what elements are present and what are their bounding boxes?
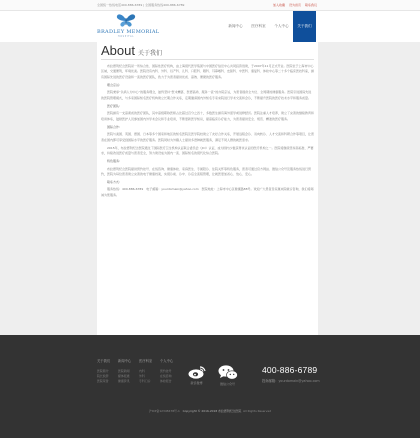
footer-email-value[interactable]: yourdomain@yahoo.com	[278, 379, 320, 383]
nav-item-personal[interactable]: 个人中心	[274, 24, 289, 28]
article-paragraph: 医院秉承“以病人为中心”的服务理念，始终坚持“医术精湛、医德高尚、服务一流”的办院宗旨，为患者提供全方位、全周期的健康服务。医院引进国际先进的医院管理模式，与多家国际知名医疗机构建立长期合作关系，定期邀请国内外知名专家来院进行学术交流和会诊，不断提升医院的医疗技术水平和服务质量。	[101, 90, 312, 100]
footer-link[interactable]: 院长致辞	[97, 374, 109, 378]
footer-phone: 400-886-6789	[262, 365, 318, 375]
nav-item-departments[interactable]: 医疗科室	[251, 24, 266, 28]
top-link-homepage[interactable]: 设为首页	[289, 3, 302, 7]
article-subheading: 联系方式：	[107, 180, 123, 185]
article-paragraph: 医院拥有一支高素质的医疗团队，其中高级职称医师占比超过百分之四十，多数医生拥有海外留学或进修经历。医院注重人才培养，建立了完善的继续教育和培训体系，鼓励医护人员参加国内外学术会议和专业培训，不断更新医学知识，提高临床诊疗能力，为患者提供安全、规范、精准的医疗服务。	[101, 111, 315, 121]
page-title-en: About	[101, 43, 135, 58]
weibo-icon	[188, 365, 206, 379]
article-paragraph: 布拉德利纪念医院提供预约挂号、在线咨询、健康体检、家庭医生、专属陪诊、住院关怀等特色服务，患者可通过官方网站、微信公众号及服务热线进行预约，医院为每位患者建立完善的电子健康档案，实现诊前、诊中、诊后全流程管理，让就医更加省心、放心、安心。	[101, 166, 312, 176]
wechat-icon	[218, 365, 238, 380]
logo[interactable]	[97, 13, 160, 40]
page-title	[101, 43, 162, 59]
social-links	[181, 365, 243, 386]
footer-link[interactable]: 在线咨询	[160, 374, 172, 378]
footer-link[interactable]: 健康资讯	[118, 379, 130, 383]
footer-contact	[262, 365, 320, 383]
copyright	[0, 409, 420, 413]
article-subheading: 理念宗旨：	[107, 82, 123, 87]
site-footer	[0, 335, 420, 438]
site-header	[0, 11, 420, 42]
top-link-bookmark[interactable]: 加入收藏	[273, 3, 286, 7]
hotline-text: 全国统一热线电话400-886-6789 | 全国服务热线400-886-6789	[97, 3, 185, 7]
footer-link[interactable]: 专科门诊	[139, 379, 151, 383]
footer-column	[97, 358, 118, 384]
page-title-cn: 关于我们	[137, 50, 162, 57]
article-paragraph: 布拉德利纪念医院是一所综合性、国际性医疗机构，由上海现代医学集团与中国医疗信息中心共同投资创建，于2007年11月正式开业。医院位于上海市中心区域，交通便利，环境优美。医院设有内科、外科、妇产科、儿科、口腔科、眼科、耳鼻喉科、皮肤科、中医科、康复科、体检中心等二十多个临床医技科室，拥有国际先进的医疗设备和一流的医疗团队，致力于为患者提供优质、高效、便捷的医疗服务。	[101, 64, 315, 79]
footer-email	[262, 378, 320, 383]
rights-text: All Rights Reserved	[243, 409, 272, 413]
nav-item-news[interactable]: 新闻中心	[228, 24, 243, 28]
article-subheading: 医疗团队：	[107, 103, 123, 108]
social-wechat-caption: 微信公众号	[219, 382, 235, 386]
social-weibo-caption: 新浪微博	[190, 381, 203, 385]
footer-link[interactable]: 体检报告	[160, 379, 172, 383]
main-nav	[224, 11, 316, 42]
butterfly-logo-icon	[116, 13, 136, 28]
copyright-text: Copyright © 2016-2018 布拉德利纪念医院	[182, 409, 242, 413]
footer-link[interactable]: 外科	[139, 374, 145, 378]
article-paragraph: 医院与美国、英国、德国、日本等多个国家和地区的知名医院及医学院校建立了友好合作关系，开展远程会诊、双向转诊、人才交流和科研合作等项目，让患者在国内即可享受到国际水平的医疗服务。医院同时为外籍人士提供多语种就医服务，满足不同人群的就医需求。	[101, 132, 315, 142]
footer-column-heading[interactable]: 新闻中心	[118, 359, 132, 363]
icp-number[interactable]: 沪ICP备12345678号-1	[148, 409, 180, 413]
brand-name: BRADLEY MEMORIAL	[97, 29, 160, 35]
nav-item-about[interactable]: 关于我们	[293, 11, 316, 42]
article-subheading: 国际合作：	[107, 124, 123, 129]
footer-link[interactable]: 内科	[139, 369, 145, 373]
footer-column-heading[interactable]: 医疗科室	[139, 359, 153, 363]
footer-column	[139, 358, 160, 384]
footer-link[interactable]: 预约挂号	[160, 369, 172, 373]
social-weibo[interactable]	[181, 365, 212, 386]
main-content	[97, 42, 318, 335]
footer-link[interactable]: 医院简介	[97, 369, 109, 373]
footer-link[interactable]: 医院新闻	[118, 369, 130, 373]
footer-column	[118, 358, 139, 384]
article-paragraph: 2015年，布拉德利纪念医院通过了国际医疗卫生机构认证联合委员会（JCI）认证，成为国内少数获得该认证的医疗机构之一。医院将继续坚持高标准、严要求，持续改进医疗质量与患者安全，努力建设成为国内一流、国际知名的现代化综合医院。	[101, 145, 314, 156]
title-divider	[101, 59, 314, 60]
article-subheading: 特色服务：	[107, 159, 123, 164]
footer-link-columns	[97, 358, 181, 384]
top-bar	[0, 0, 420, 11]
footer-column-heading[interactable]: 个人中心	[160, 359, 174, 363]
social-wechat[interactable]	[212, 365, 243, 386]
article-paragraph: 服务热线：400-886-6789 电子邮箱：yourdomain@yahoo.com 医院地址：上海市中心区健康路88号。欢迎广大患者及家属来院就诊咨询，我们将竭诚为您服务。	[101, 187, 314, 197]
footer-column-heading[interactable]: 关于我们	[97, 359, 111, 363]
top-links	[270, 3, 317, 7]
footer-email-label: 投诉邮箱：	[262, 379, 279, 383]
top-link-contact[interactable]: 联系我们	[304, 3, 317, 7]
footer-link[interactable]: 医院荣誉	[97, 379, 109, 383]
brand-subtitle: HOSPITAL	[117, 35, 135, 38]
footer-column	[160, 358, 181, 384]
footer-link[interactable]: 媒体报道	[118, 374, 130, 378]
article-body	[101, 64, 314, 201]
